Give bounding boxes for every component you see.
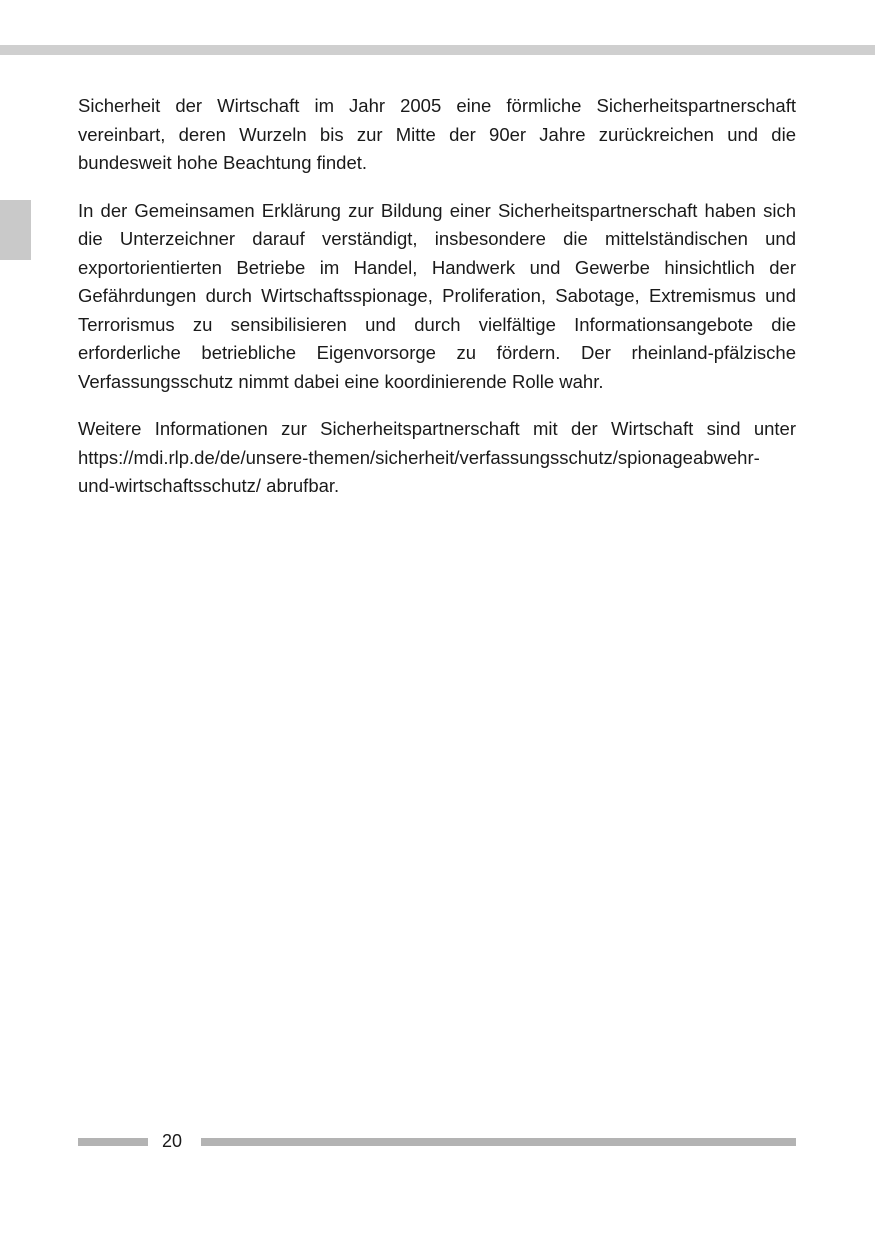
- paragraph-1: Sicherheit der Wirtschaft im Jahr 2005 eine förmliche Sicherheitspartnerschaft vereinbart, deren Wurzeln bis zur Mitte der 90er Jahre zurückreichen und die bundesweit hohe Beachtung findet.: [78, 95, 796, 173]
- side-tab-marker: [0, 200, 31, 260]
- footer-bar-right: [201, 1138, 796, 1146]
- page-number: 20: [162, 1131, 183, 1151]
- body-text: [78, 92, 796, 520]
- footer-bar-left: [78, 1138, 148, 1146]
- top-rule: [0, 45, 875, 55]
- page-footer: [78, 1128, 796, 1154]
- paragraph-3: Weitere Informationen zur Sicherheitspartnerschaft mit der Wirtschaft sind unter https://mdi.rlp.de/de/unsere-themen/sicherheit/verfassungsschutz/spionageabwehr-und-wirtschaftsschutz/ abrufbar.: [78, 418, 796, 496]
- paragraph-2: In der Gemeinsamen Erklärung zur Bildung einer Sicherheitspartnerschaft haben sich die Unterzeichner darauf verständigt, insbesondere die mittelständischen und exportorientierten Betriebe im Handel, Handwerk und Gewerbe hinsichtlich der Gefährdungen durch Wirtschaftsspionage, Proliferation, Sabotage, Extremismus und Terrorismus zu sensibilisieren und durch vielfältige Informationsangebote die erforderliche betriebliche Eigenvorsorge zu fördern. Der rheinland-pfälzische Verfassungsschutz nimmt dabei eine koordinierende Rolle wahr.: [78, 199, 796, 392]
